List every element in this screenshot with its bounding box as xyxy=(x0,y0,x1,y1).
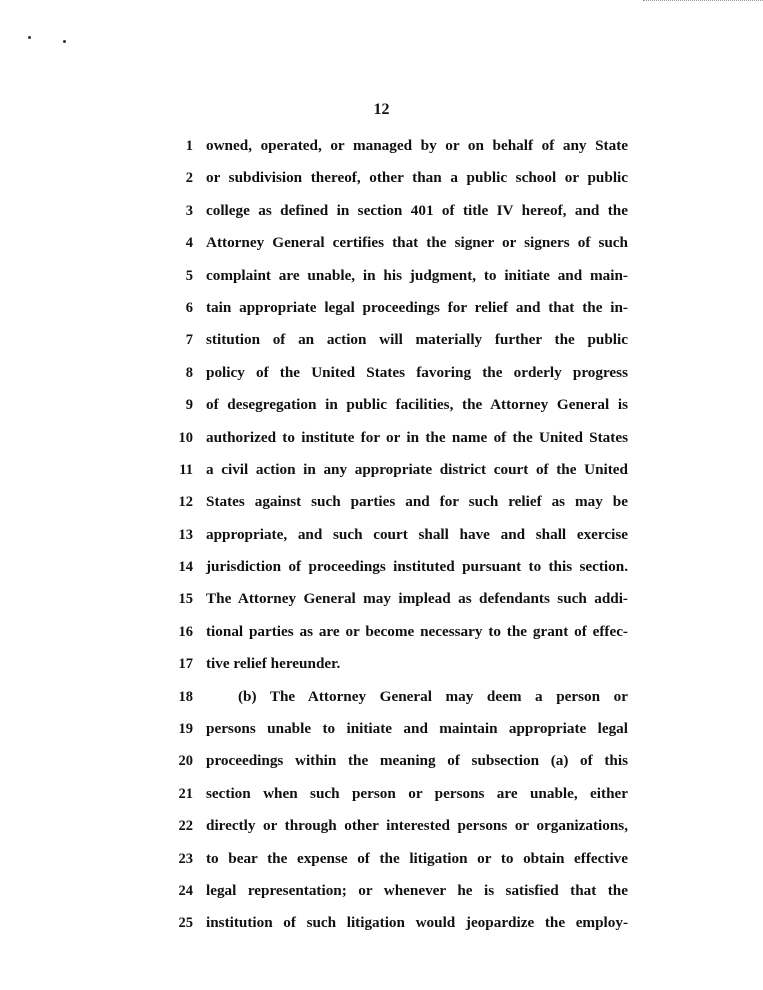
text-line xyxy=(160,683,640,715)
line-text: Attorney General certifies that the signer or signers of such xyxy=(206,234,628,252)
line-number: 21 xyxy=(178,785,193,802)
line-number: 1 xyxy=(185,138,193,154)
text-line xyxy=(160,359,640,391)
text-line xyxy=(160,521,640,553)
line-text: owned, operated, or managed by or on behalf of any State xyxy=(206,137,628,154)
line-text: stitution of an action will materially further the public xyxy=(206,331,628,349)
line-text: proceedings within the meaning of subsection (a) of this xyxy=(206,752,628,770)
line-number: 7 xyxy=(185,332,193,349)
text-line xyxy=(160,585,640,617)
text-line xyxy=(160,618,640,650)
scan-speck xyxy=(63,40,66,43)
line-text: college as defined in section 401 of title IV hereof, and the xyxy=(206,201,628,219)
text-line xyxy=(160,391,640,423)
line-number: 9 xyxy=(185,397,193,414)
line-number: 20 xyxy=(178,753,193,770)
line-text: jurisdiction of proceedings instituted pursuant to this section. xyxy=(206,558,628,576)
line-number: 12 xyxy=(178,494,193,511)
line-text: persons unable to initiate and maintain appropriate legal xyxy=(206,720,628,738)
line-number: 15 xyxy=(178,591,193,608)
line-number: 10 xyxy=(178,429,193,446)
text-line xyxy=(160,294,640,326)
line-number: 5 xyxy=(185,267,193,284)
text-line xyxy=(160,650,640,682)
text-line xyxy=(160,845,640,877)
line-number: 14 xyxy=(178,559,193,576)
line-text: directly or through other interested persons or organizations, xyxy=(206,817,628,835)
scan-speck xyxy=(28,36,31,39)
text-line xyxy=(160,780,640,812)
line-text: complaint are unable, in his judgment, to initiate and main- xyxy=(206,266,628,284)
text-line xyxy=(160,262,640,294)
line-text: (b) The Attorney General may deem a person or xyxy=(238,687,628,705)
line-text: authorized to institute for or in the name of the United States xyxy=(206,428,628,446)
numbered-text-body xyxy=(160,132,640,942)
line-number: 22 xyxy=(178,818,193,835)
line-number: 3 xyxy=(185,202,193,219)
text-line xyxy=(160,164,640,196)
line-number: 18 xyxy=(178,688,193,705)
line-text: a civil action in any appropriate district court of the United xyxy=(206,460,628,478)
line-number: 16 xyxy=(178,623,193,640)
line-text: of desegregation in public facilities, the Attorney General is xyxy=(206,396,628,414)
line-text: tain appropriate legal proceedings for relief and that the in- xyxy=(206,298,628,316)
text-line xyxy=(160,909,640,941)
text-line xyxy=(160,877,640,909)
text-line xyxy=(160,812,640,844)
text-line xyxy=(160,488,640,520)
line-number: 13 xyxy=(178,526,193,543)
text-line xyxy=(160,229,640,261)
text-line xyxy=(160,424,640,456)
line-number: 17 xyxy=(178,656,193,673)
top-edge-marks xyxy=(643,0,763,3)
text-line xyxy=(160,197,640,229)
line-text: tional parties as are or become necessary to the grant of effec- xyxy=(206,622,628,640)
text-line xyxy=(160,553,640,585)
line-text: section when such person or persons are unable, either xyxy=(206,784,628,802)
text-line xyxy=(160,132,640,164)
text-line xyxy=(160,715,640,747)
line-number: 2 xyxy=(185,170,193,187)
line-text: appropriate, and such court shall have and shall exercise xyxy=(206,525,628,543)
line-number: 6 xyxy=(185,299,193,316)
line-number: 25 xyxy=(178,915,193,932)
line-text: States against such parties and for such relief as may be xyxy=(206,493,628,511)
page-number: 12 xyxy=(373,101,390,118)
line-number: 24 xyxy=(178,882,193,899)
line-number: 8 xyxy=(185,364,193,381)
line-number: 23 xyxy=(178,850,193,867)
line-text: policy of the United States favoring the orderly progress xyxy=(206,363,628,381)
text-line xyxy=(160,326,640,358)
line-text: institution of such litigation would jeopardize the employ- xyxy=(206,914,628,932)
line-number: 4 xyxy=(185,235,193,252)
line-text: legal representation; or whenever he is satisfied that the xyxy=(206,881,628,899)
text-line xyxy=(160,747,640,779)
line-text: or subdivision thereof, other than a public school or public xyxy=(206,169,628,187)
line-number: 19 xyxy=(178,721,193,738)
line-text: to bear the expense of the litigation or to obtain effective xyxy=(206,849,628,867)
line-text: The Attorney General may implead as defendants such addi- xyxy=(206,590,628,608)
text-line xyxy=(160,456,640,488)
line-text: tive relief hereunder. xyxy=(206,655,341,673)
line-number: 11 xyxy=(179,461,193,478)
